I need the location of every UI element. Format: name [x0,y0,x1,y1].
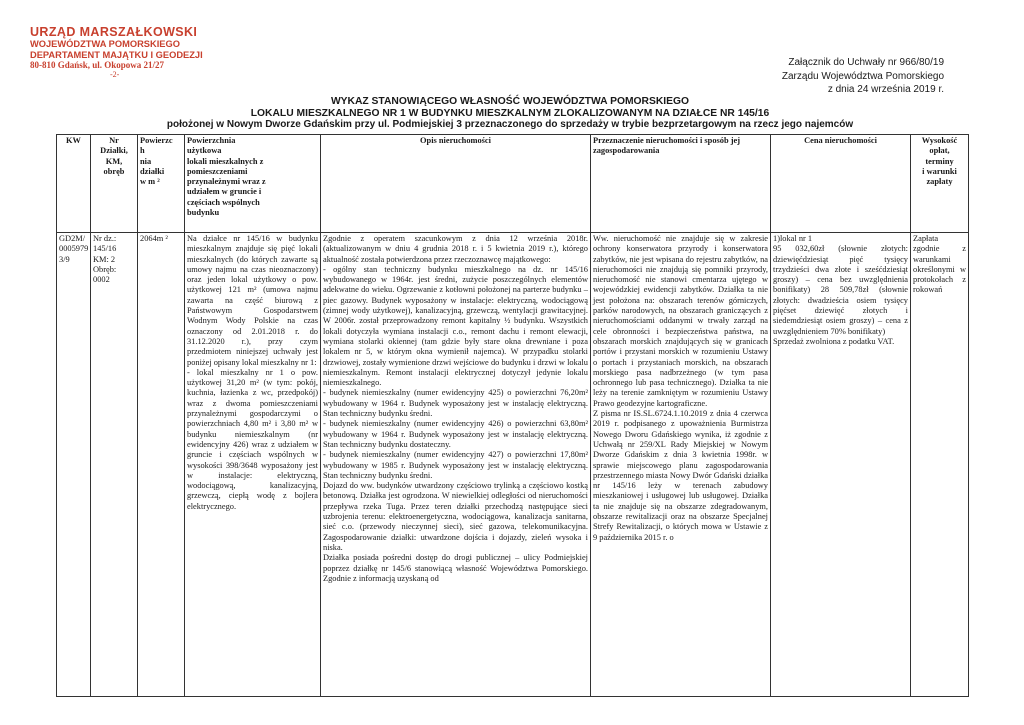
annex-line-date: z dnia 24 września 2019 r. [827,84,944,95]
header-plot: Nr Działki, KM, obręb [91,135,138,233]
stamp-office-name: URZĄD MARSZAŁKOWSKI [30,25,198,39]
header-price: Cena nieruchomości [771,135,911,233]
header-kw: KW [57,135,91,233]
header-fees: Wysokość opłat, terminy i warunki zapłaty [911,135,969,233]
stamp-department: DEPARTAMENT MAJĄTKU I GEODEZJI [30,49,203,60]
cell-purpose: Ww. nieruchomość nie znajduje się w zakresie ochrony konserwatora przyrody i konserwatora zabytków, nie jest wpisana do rejestru zabytków, na nieruchomości nie znajdują się pomniki przyrody, nieruchomość nie stanowi cmentarza ujętego w wojewódzkiej ewidencji zabytków. Działka ta nie jest położona na: obszarach terenów górniczych, parków narodowych, na obszarach graniczących z nieruchomościami oddanymi w trwały zarząd na cele obronności i bezpieczeństwa państwa, na obszarach morskich znajdujących się w granicach portów i przystani morskich w rozumieniu Ustawy o portach i przystaniach morskich, na obszarach morskiego pasa nadbrzeżnego (w tym pasa ochronnego lub pasa technicznego). Działka ta nie leży na terenie zamkniętym w rozumieniu Ustawy Prawo geodezyjne kartograficzne. Z pisma nr IS.SL.6724.1.10.2019 z dnia 4 czerwca 2019 r. podpisanego z upoważnienia Burmistrza Nowego Dworu Gdańskiego wynika, iż zgodnie z Uchwałą nr 259/XL Rady Miejskiej w Nowym Dworze Gdańskim z dnia 3 kwietnia 1998r. w sprawie miejscowego planu zagospodarowania przestrzennego miasta Nowy Dwór Gdański działka nr 145/16 leży w terenach zabudowy mieszkaniowej i usługowej lub usługowej. Działka ta nie znajduje się na obszarze zdegradowanym, obszarze rewitalizacji oraz na obszarze Specjalnej Strefy Rewitalizacji, o których mowa w Ustawie z 9 października 2015 r. o [591,233,771,697]
header-purpose: Przeznaczenie nieruchomości i sposób jej zagospodarowania [591,135,771,233]
cell-description: Zgodnie z operatem szacunkowym z dnia 12 września 2018r. (aktualizowanym w dniu 4 grudnia 2018 r. i 5 kwietnia 2019 r.), którego aktualność została potwierdzona przez rzeczoznawcę majątkowego: - ogólny stan techniczny budynku mieszkalnego na dz. nr 145/16 wybudowanego w 1964r. jest średni, zużycie poszczególnych elementów adekwatne do wieku. Ogrzewanie z kotłowni położonej na parterze budynku – piec gazowy. Budynek wyposażony w instalacje: elektryczną, wodociągową (zimnej wody użytkowej), kanalizacyjną, grzewczą, wentylacji grawitacyjnej. W 2006r. został przeprowadzony remont kapitalny ½ budynku. Wszystkich lokali dotyczyła wymiana instalacji c.o., remont dachu i remont elewacji, wymiana stolarki okiennej (tam gdzie były stare okna drewniane i poza lokalem nr 5, w którym okna wymienił najemca). W przypadku stolarki drzwiowej, zostały wymienione drzwi wejściowe do budynku i drzwi w lokalu niemieszkalnym. Remont instalacji elektrycznej dotyczył jedynie lokalu niemieszkalnego. - budynek niemieszkalny (numer ewidencyjny 425) o powierzchni 76,20m² wybudowany w 1964 r. Budynek wyposażony jest w instalację elektryczną. Stan techniczny budynku średni. - budynek niemieszkalny (numer ewidencyjny 426) o powierzchni 63,80m² wybudowany w 1964 r. Budynek wyposażony jest w instalację elektryczną. Stan techniczny budynku dostateczny. - budynek niemieszkalny (numer ewidencyjny 427) o powierzchni 17,80m² wybudowany w 1985 r. Budynek wyposażony jest w instalację elektryczną. Stan techniczny budynku średni. Dojazd do ww. budynków utwardzony częściowo trylinką a częściowo kostką betonową. Działka jest ogrodzona. W niewielkiej odległości od nieruchomości przepływa rzeka Tuga. Przez teren działki przechodzą następujące sieci uzbrojenia terenu: elektroenergetyczna, wodociągowa, kanalizacja sanitarna, sieć c.o. (przewody nieczynnej sieci), sieć gazowa, telekomunikacyjna. Zagospodarowanie działki: utwardzone dojścia i dojazdy, zieleń wysoka i niska. Działka posiada pośredni dostęp do drogi publicznej – ulicy Podmiejskiej poprzez działkę nr 145/6 stanowiącą własność Województwa Pomorskiego. Zgodnie z informacją uzyskaną od [321,233,591,697]
table-row [57,233,969,697]
table-header-row [57,135,969,233]
document-heading [100,96,920,131]
heading-title: WYKAZ STANOWIĄCEGO WŁASNOŚĆ WOJEWÓDZTWA POMORSKIEGO [330,96,690,107]
heading-subtitle: LOKALU MIESZKALNEGO NR 1 W BUDYNKU MIESZKALNYM ZLOKALIZOWANYM NA DZIAŁCE NR 145/16 [250,107,770,119]
stamp-address: 80-810 Gdańsk, ul. Okopowa 21/27 [30,60,165,70]
cell-usable-area: Na działce nr 145/16 w budynku mieszkalnym znajduje się pięć lokali mieszkalnych (do których zawarte są umowy najmu na czas nieoznaczony) oraz jeden lokal użytkowy o pow. użytkowej 121 m² (umowa najmu zawarta na część biurową z Państwowym Gospodarstwem Wodnym Wody Polskie na czas oznaczony od 2.01.2018 r. do 31.12.2020 r.), przy czym przedmiotem niniejszej uchwały jest poniżej opisany lokal mieszkalny nr 1: - lokal mieszkalny nr 1 o pow. użytkowej 31,20 m² (w tym: pokój, kuchnia, łazienka z wc, przedpokój) wraz z dwoma pomieszczeniami przynależnymi gospodarczymi o powierzchniach 4,80 m² i 3,80 m² w budynku niemieszkalnym (nr ewidencyjny 426) wraz z udziałem w gruncie i częściach wspólnych w wysokości 398/3648 wyposażony jest w instalacje: elektryczną, wodociągową, kanalizacyjną, grzewczą, ciepłą wodę z bojlera elektrycznego. [185,233,321,697]
cell-plot: Nr dz.: 145/16 KM: 2 Obręb: 0002 [91,233,138,697]
header-usable-area: Powierzchnia użytkowa lokali mieszkalnych z pomieszczeniami przynależnymi wraz z udziałem w gruncie i częściach wspólnych budynku [185,135,321,233]
cell-price: 1)lokal nr 1 95 032,60zł (słownie złotych: dziewięćdziesiąt pięć tysięcy trzydzieści dwa złote i sześćdziesiąt groszy) – cena bez uwzględnienia bonifikaty) 28 509,78zł (słownie złotych: dwadzieścia osiem tysięcy pięćset dziewięć złotych i siedemdziesiąt osiem groszy) – cena z uwzględnieniem 70% bonifikaty) Sprzedaż zwolniona z podatku VAT. [771,233,911,697]
department-stamp [30,26,220,79]
annex-note [782,56,944,97]
heading-location: położonej w Nowym Dworze Gdańskim przy ul. Podmiejskiej 3 przeznaczonego do sprzedaży w trybie bezprzetargowym na rzecz jego najemców [166,119,854,130]
property-table [56,134,969,697]
cell-fees: Zapłata zgodnie z warunkami określonymi w protokołach z rokowań [911,233,969,697]
header-description: Opis nieruchomości [321,135,591,233]
annex-line-resolution: Załącznik do Uchwały nr 966/80/19 [788,57,944,68]
annex-line-board: Zarządu Województwa Pomorskiego [781,70,944,82]
header-area: Powierzc h nia działki w m ² [138,135,185,233]
stamp-voivodeship: WOJEWÓDZTWA POMORSKIEGO [30,39,180,49]
cell-kw: GD2M/ 0005979 3/9 [57,233,91,697]
cell-area: 2064m ² [138,233,185,697]
page-number: -2- [110,70,120,79]
